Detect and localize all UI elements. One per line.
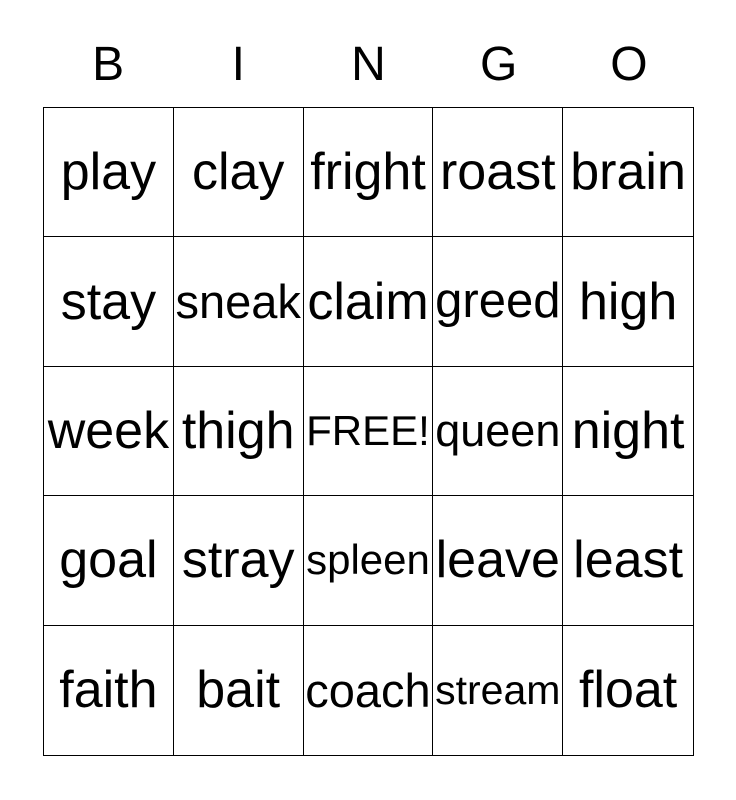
cell-word: greed (435, 274, 561, 329)
bingo-cell[interactable] (433, 237, 563, 366)
cell-word: queen (435, 405, 561, 457)
bingo-cell[interactable] (563, 108, 693, 237)
bingo-cell[interactable] (563, 367, 693, 496)
cell-word: least (573, 531, 684, 590)
bingo-cell[interactable] (433, 496, 563, 625)
bingo-cell[interactable] (44, 237, 174, 366)
cell-word: faith (59, 661, 158, 720)
bingo-cell[interactable] (174, 237, 304, 366)
bingo-cell[interactable] (174, 496, 304, 625)
cell-word: sneak (175, 275, 301, 329)
bingo-cell[interactable] (304, 496, 434, 625)
cell-word: fright (310, 143, 426, 202)
cell-word: clay (191, 143, 285, 202)
cell-word: goal (59, 531, 158, 590)
bingo-letter-g: G (480, 38, 518, 91)
cell-word: float (578, 661, 678, 720)
bingo-cell[interactable] (174, 367, 304, 496)
cell-word: stream (435, 666, 561, 713)
bingo-cell[interactable] (563, 496, 693, 625)
cell-word: play (60, 143, 157, 202)
bingo-cell[interactable] (174, 626, 304, 755)
cell-word: spleen (306, 536, 430, 584)
cell-word: high (578, 272, 678, 331)
cell-word: bait (196, 661, 281, 720)
bingo-cell[interactable] (44, 626, 174, 755)
bingo-cell[interactable] (174, 108, 304, 237)
bingo-cell[interactable] (304, 626, 434, 755)
bingo-title (43, 30, 694, 100)
cell-word: week (47, 401, 170, 460)
cell-word: coach (305, 663, 431, 717)
cell-word: claim (307, 272, 429, 331)
bingo-grid (43, 107, 694, 756)
bingo-cell[interactable] (44, 108, 174, 237)
bingo-cell[interactable] (44, 367, 174, 496)
bingo-letter-i: I (231, 38, 245, 91)
cell-word: thigh (181, 401, 295, 460)
bingo-cell[interactable] (44, 496, 174, 625)
cell-word: brain (570, 143, 686, 202)
bingo-cell[interactable] (304, 108, 434, 237)
cell-word: stray (181, 531, 295, 590)
bingo-letter-b: B (92, 38, 125, 91)
bingo-cell[interactable] (433, 367, 563, 496)
cell-word: roast (439, 143, 556, 202)
bingo-letter-n: N (351, 38, 386, 91)
free-cell[interactable] (304, 367, 434, 496)
cell-word: leave (435, 531, 560, 590)
bingo-cell[interactable] (563, 237, 693, 366)
free-cell-label: FREE! (306, 406, 430, 454)
cell-word: night (571, 401, 685, 460)
cell-word: stay (60, 272, 157, 331)
bingo-cell[interactable] (304, 237, 434, 366)
bingo-cell[interactable] (433, 108, 563, 237)
bingo-cell[interactable] (563, 626, 693, 755)
bingo-cell[interactable] (433, 626, 563, 755)
bingo-letter-o: O (610, 38, 648, 91)
